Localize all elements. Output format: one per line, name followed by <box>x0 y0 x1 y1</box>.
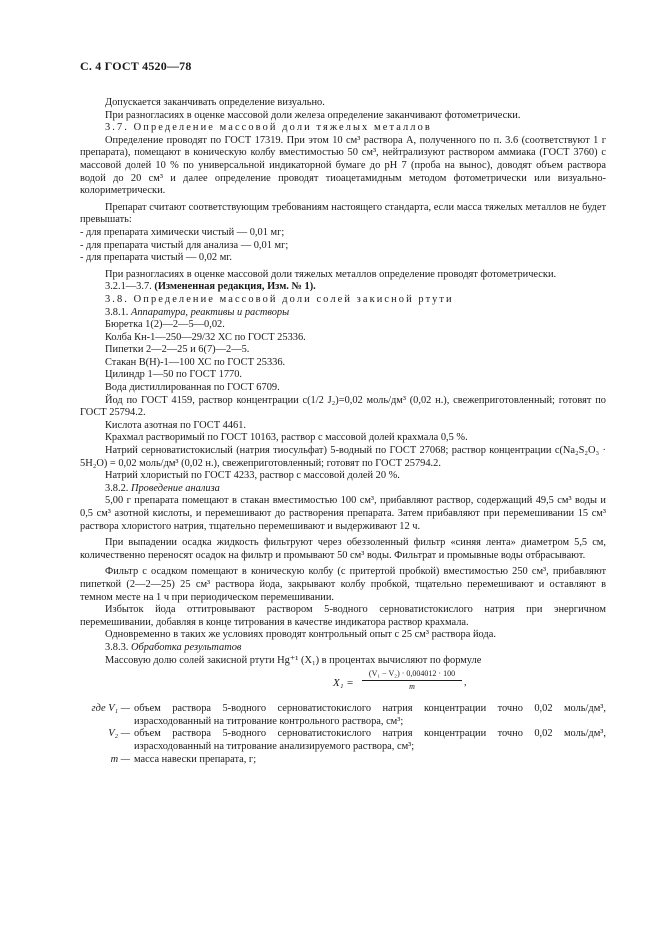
paragraph-disputes: При разногласиях в оценке массовой доли тяжелых металлов определение проводят фотометрически. <box>105 268 557 280</box>
formula-denominator: m <box>409 682 415 692</box>
reagent-item: Натрий хлористый по ГОСТ 4233, раствор с массовой долей 20 %. <box>105 470 400 482</box>
formula-comma: , <box>464 677 467 689</box>
page-content <box>80 97 606 766</box>
legend-symbol: m — <box>110 753 130 765</box>
equipment-item: Вода дистиллированная по ГОСТ 6709. <box>105 382 280 394</box>
page-header: С. 4 ГОСТ 4520—78 <box>80 59 192 73</box>
paragraph-control: Одновременно в таких же условиях проводят контрольный опыт с 25 см³ раствора йода. <box>105 629 496 641</box>
formula-numerator: (V₁ − V₂) · 0,004012 · 100 <box>362 669 462 681</box>
reagent-item: Йод по ГОСТ 4159, раствор концентрации c(1/2 J₂)=0,02 моль/дм³ (0,02 н.), свежеприготовленный; готовят по ГОСТ 25794.2. <box>80 394 606 419</box>
legend-text: объем раствора 5-водного серноватистокислого натрия концентрации точно 0,02 моль/дм³, израсходованный на титрование анализируемого раствора, см³; <box>134 728 606 752</box>
subsection-heading: 3.8.3. Обработка результатов <box>105 641 242 653</box>
reagent-item: Крахмал растворимый по ГОСТ 10163, раствор с массовой долей крахмала 0,5 %. <box>105 432 468 444</box>
legend-text: объем раствора 5-водного серноватистокислого натрия концентрации точно 0,02 моль/дм³, израсходованный на титрование контрольного раствора, см³; <box>134 703 606 727</box>
paragraph-filtration: При выпадении осадка жидкость фильтруют через обеззоленный фильтр «синяя лента» диаметром 5,5 см, количественно переносят осадок на фильтр и промывают 50 см³ воды. Фильтрат и промывные воды отбрасывают. <box>80 537 606 561</box>
text-line: При разногласиях в оценке массовой доли железа определение заканчивают фотометрически. <box>105 109 521 121</box>
legend-symbol: V₂ — <box>108 728 130 740</box>
legend-symbol: где V₁ — <box>91 703 130 715</box>
legend-text: масса навески препарата, г; <box>134 753 257 765</box>
equipment-item: Колба Кн-1—250—29/32 ХС по ГОСТ 25336. <box>105 331 306 343</box>
amendment-note: 3.2.1—3.7. (Измененная редакция, Изм. № 1). <box>105 281 316 293</box>
paragraph-limits-intro: Препарат считают соответствующим требованиям настоящего стандарта, если масса тяжелых металлов не будет превышать: <box>80 201 606 226</box>
formula <box>80 669 606 699</box>
section-heading-3-8: 3.8. Определение массовой доли солей закисной ртути <box>105 293 454 305</box>
formula-lhs: X₁ = <box>333 677 354 690</box>
text-line: Допускается заканчивать определение визуально. <box>105 97 325 108</box>
paragraph-analysis: 5,00 г препарата помещают в стакан вместимостью 100 см³, прибавляют раствор, содержащий 49,5 см³ воды и 0,5 см³ азотной кислоты, и перемешивают до растворения препарата. Затем прибавляют при перемешивании 15 см³ раствора хлористого натрия, тщательно перемешивают и выдерживают 12 ч. <box>80 495 606 532</box>
formula-intro: Массовую долю солей закисной ртути Hg⁺¹ (X₁) в процентах вычисляют по формуле <box>105 654 482 666</box>
formula-fraction <box>362 669 462 692</box>
reagent-item: Натрий серноватистокислый (натрия тиосульфат) 5-водный по ГОСТ 27068; раствор концентрации c(Na₂S₂O₃ · 5H₂O) = 0,02 моль/дм³ (0,02 н.), свежеприготовленный; готовят по ГОСТ 25794.2. <box>80 445 606 469</box>
legend-row-v2 <box>80 728 606 753</box>
equipment-item: Пипетки 2—2—25 и 6(7)—2—5. <box>105 344 250 356</box>
legend-row-m <box>80 754 606 767</box>
equipment-item: Бюретка 1(2)—2—5—0,02. <box>105 319 225 331</box>
paragraph-heavy-metals-method: Определение проводят по ГОСТ 17319. При этом 10 см³ раствора А, полученного по п. 3.6 (соответствуют 1 г препарата), помещают в коническую колбу вместимостью 50 см³, нейтрализуют раствором аммиака (ГОСТ 3760) с массовой долей 10 % по универсальной индикаторной бумаге до pH 7 (проба на вынос), доводят объем раствора водой до 20 см³ и далее определение проводят тиоацетамидным методом фотометрически или визуально-колориметрически. <box>80 134 606 197</box>
formula-legend <box>80 703 606 766</box>
section-heading-3-7: 3.7. Определение массовой доли тяжелых металлов <box>105 122 432 134</box>
paragraph-titration: Избыток йода оттитровывают раствором 5-водного серноватистокислого натрия при энергичном перемешивании, добавляя в конце титрования в качестве индикатора раствор крахмала. <box>80 604 606 628</box>
list-item: - для препарата чистый — 0,02 мг. <box>80 252 232 264</box>
reagent-item: Кислота азотная по ГОСТ 4461. <box>105 419 247 431</box>
list-item: - для препарата химически чистый — 0,01 мг; <box>80 226 285 238</box>
subsection-heading: 3.8.2. Проведение анализа <box>105 482 220 494</box>
equipment-item: Стакан В(Н)-1—100 ХС по ГОСТ 25336. <box>105 356 286 368</box>
equipment-item: Цилиндр 1—50 по ГОСТ 1770. <box>105 369 243 381</box>
paragraph-iodine: Фильтр с осадком помещают в коническую колбу (с притертой пробкой) вместимостью 250 см³, прибавляют пипеткой (2—2—25) 25 см³ раствора йода, закрывают колбу пробкой, тщательно перемешивают и оставляют в темном месте на 1 ч при периодическом перемешивании. <box>80 566 606 603</box>
legend-row-v1 <box>80 703 606 728</box>
subsection-heading: 3.8.1. Аппаратура, реактивы и растворы <box>105 306 290 318</box>
list-item: - для препарата чистый для анализа — 0,01 мг; <box>80 239 289 251</box>
